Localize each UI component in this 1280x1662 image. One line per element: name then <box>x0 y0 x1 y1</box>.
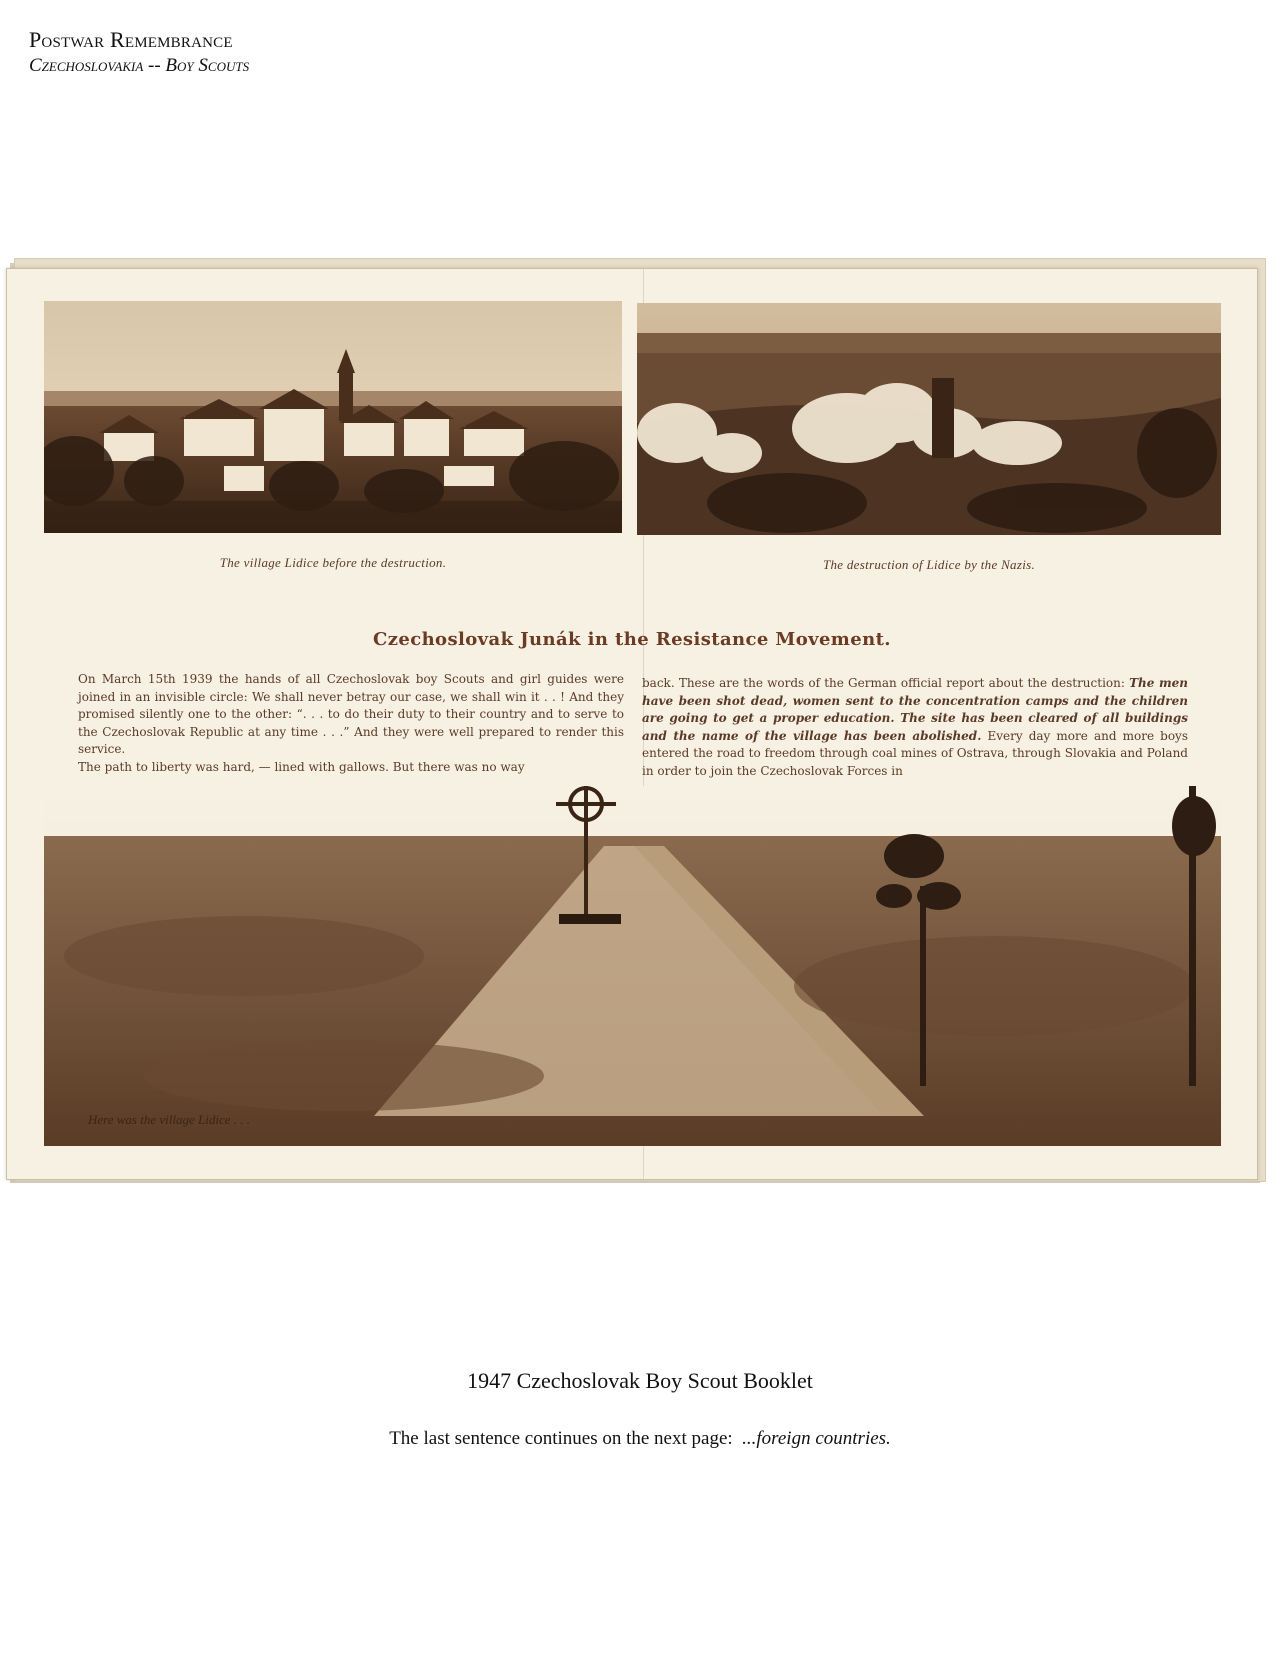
left-paragraph-2: The path to liberty was hard, — lined with gallows. But there was no way <box>78 759 525 774</box>
report-quote: The men have been shot dead, women sent to the concentration camps and the children are going to get a proper education. The site has been cleared of all buildings and the name of the village has been abolished. <box>642 676 1188 743</box>
booklet-spread <box>6 268 1258 1180</box>
photo-memorial-field <box>44 786 1221 1146</box>
caption-village-before: The village Lidice before the destruction. <box>219 555 447 570</box>
photo-village-before <box>44 301 622 533</box>
page-header <box>29 26 249 77</box>
text-column-right <box>642 675 1188 780</box>
caption-destruction: The destruction of Lidice by the Nazis. <box>822 557 1036 572</box>
page-subtitle: Czechoslovakia -- Boy Scouts <box>29 54 250 76</box>
text-column-left <box>78 671 624 776</box>
photo-destruction <box>637 303 1221 535</box>
footer-note-prefix: The last sentence continues on the next page: <box>389 1428 733 1449</box>
left-paragraph-1: On March 15th 1939 the hands of all Czechoslovak boy Scouts and girl guides were joined in an invisible circle: We shall never betray our case, we shall win it . . ! And they promised silently one to the other: “. . . to do their duty to their country and to serve to the Czechoslovak Republic at any time . . .” And they were well prepared to render this service. <box>78 672 624 756</box>
right-paragraph <box>642 675 1188 780</box>
footer-note <box>0 1428 1280 1450</box>
right-tail: Every day more and more boys entered the road to freedom through coal mines of Ostrava, through Slovakia and Poland in order to join the Czechoslovak Forces in <box>642 728 1188 778</box>
article-heading: Czechoslovak Junák in the Resistance Movement. <box>373 629 891 650</box>
photo-label-lidice: Here was the village Lidice . . . <box>88 1112 250 1127</box>
page-title: Postwar Remembrance <box>29 27 233 52</box>
footer-title: 1947 Czechoslovak Boy Scout Booklet <box>467 1368 813 1393</box>
footer-note-italic: ...foreign countries. <box>742 1428 891 1449</box>
right-lead: back. These are the words of the German official report about the destruction: <box>642 676 1125 690</box>
